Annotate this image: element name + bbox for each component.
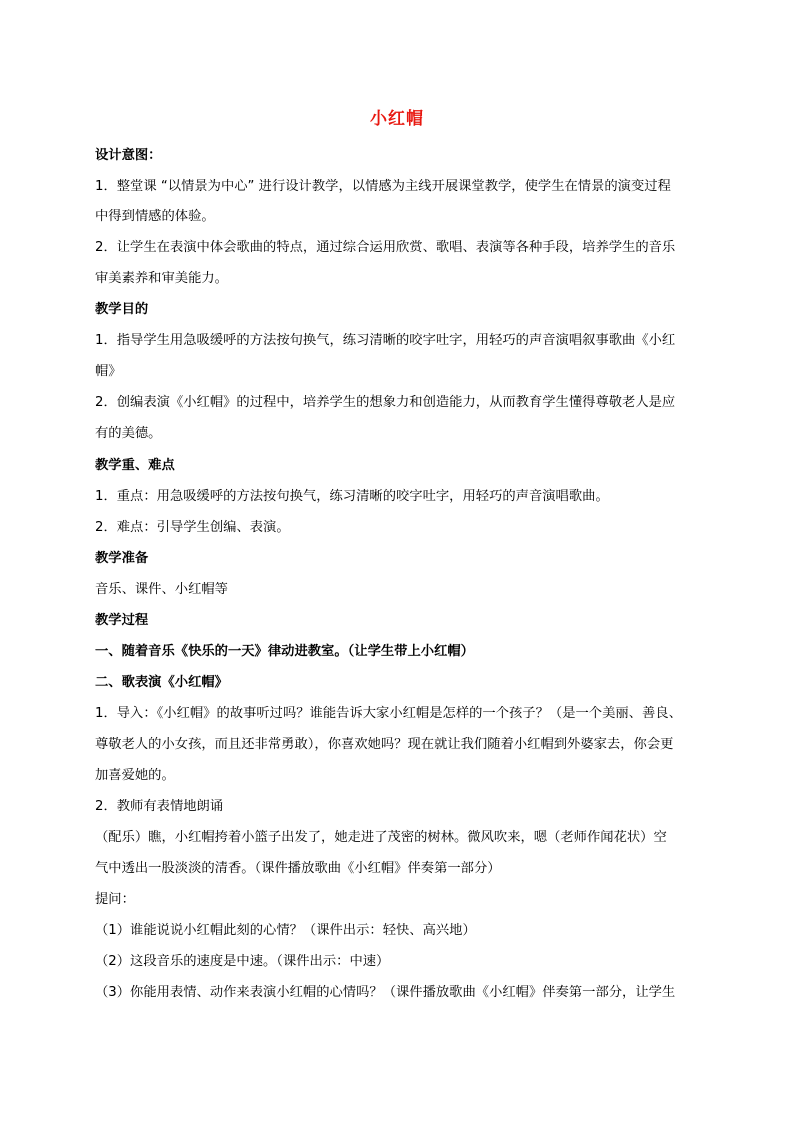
paragraph-line: 1．指导学生用急吸缓呼的方法按句换气，练习清晰的咬字吐字，用轻巧的声音演唱叙事歌曲《小红 <box>95 333 676 348</box>
paragraph-line: 气中透出一股淡淡的清香。（课件播放歌曲《小红帽》伴奏第一部分） <box>95 861 501 876</box>
paragraph-line: 中得到情感的体验。 <box>95 209 215 224</box>
paragraph-line: 加喜爱她的。 <box>95 768 175 783</box>
heading-process: 教学过程 <box>95 613 149 628</box>
paragraph-line: 1．整堂课 “以情景为中心” 进行设计教学，以情感为主线开展课堂教学，使学生在情景的演变过程 <box>95 179 671 194</box>
paragraph-line: 1．重点：用急吸缓呼的方法按句换气，练习清晰的咬字吐字，用轻巧的声音演唱歌曲。 <box>95 489 609 504</box>
paragraph-line: （1）谁能说说小红帽此刻的心情？（课件出示：轻快、高兴地） <box>95 923 476 938</box>
paragraph-line: 2．难点：引导学生创编、表演。 <box>95 520 290 535</box>
heading-design-intent: 设计意图： <box>95 148 162 163</box>
paragraph-line: 1．导入：《小红帽》的故事听过吗？谁能告诉大家小红帽是怎样的一个孩子？（是一个美丽、善良、 <box>95 706 682 721</box>
paragraph-line: 审美素养和审美能力。 <box>95 271 228 286</box>
heading-key-points: 教学重、难点 <box>95 458 175 473</box>
paragraph-line: （配乐）瞧，小红帽挎着小篮子出发了，她走进了茂密的树林。微风吹来，嗯（老师作闻花状）空 <box>95 830 667 845</box>
paragraph-line: 帽》 <box>95 364 122 379</box>
paragraph-line: 音乐、课件、小红帽等 <box>95 582 228 597</box>
heading-preparation: 教学准备 <box>95 551 149 566</box>
paragraph-line: 2．教师有表情地朗诵 <box>95 799 224 814</box>
section-heading: 一、随着音乐《快乐的一天》律动进教室。（让学生带上小红帽） <box>95 644 474 659</box>
paragraph-line: （3）你能用表情、动作来表演小红帽的心情吗？（课件播放歌曲《小红帽》伴奏第一部分，让学生 <box>95 985 676 1000</box>
paragraph-line: 尊敬老人的小女孩，而且还非常勇敢），你喜欢她吗？现在就让我们随着小红帽到外婆家去，你会更 <box>95 737 674 752</box>
paragraph-line: 2．创编表演《小红帽》的过程中，培养学生的想象力和创造能力，从而教育学生懂得尊敬老人是应 <box>95 395 676 410</box>
section-heading: 二、歌表演《小红帽》 <box>95 675 228 690</box>
paragraph-line: 提问： <box>95 892 135 907</box>
paragraph-line: 2．让学生在表演中体会歌曲的特点，通过综合运用欣赏、歌唱、表演等各种手段，培养学生的音乐 <box>95 240 676 255</box>
paragraph-line: （2）这段音乐的速度是中速。（课件出示：中速） <box>95 954 390 969</box>
paragraph-line: 有的美德。 <box>95 426 162 441</box>
page-title: 小红帽 <box>370 109 424 129</box>
heading-teaching-goals: 教学目的 <box>95 302 149 317</box>
